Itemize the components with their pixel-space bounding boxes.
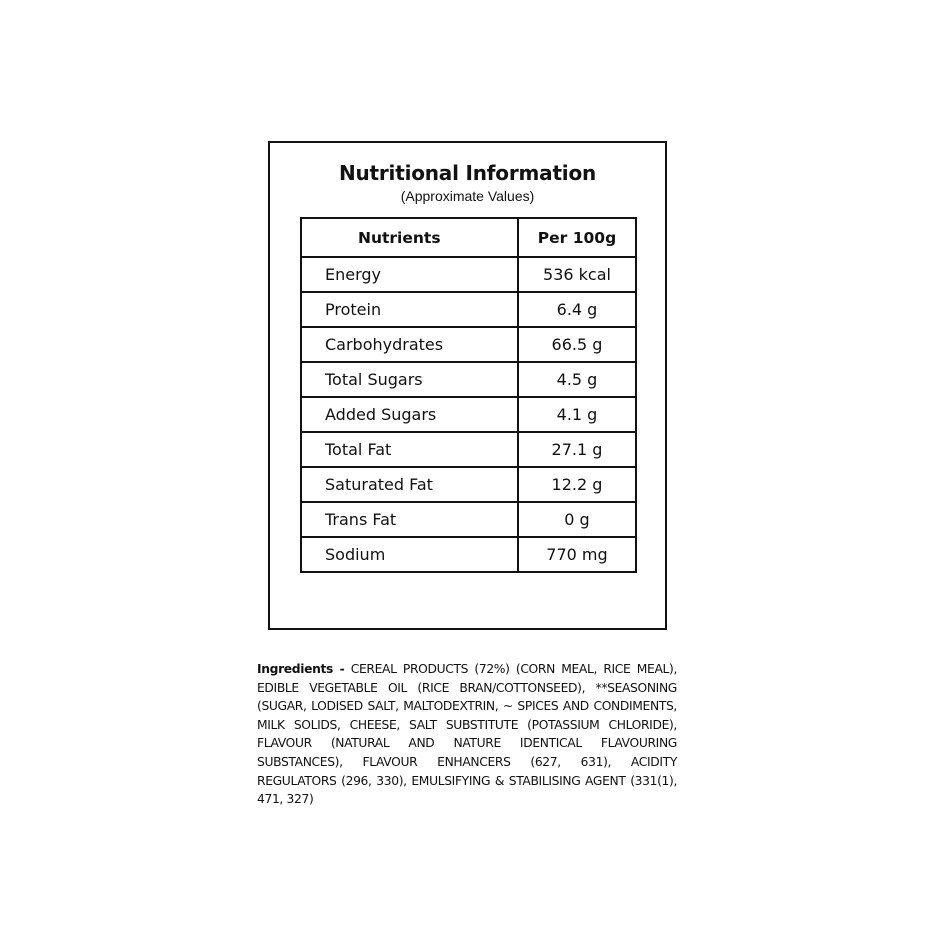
nutrient-value: 66.5 g — [518, 327, 636, 362]
table-header-row — [301, 218, 636, 257]
nutrient-name: Trans Fat — [301, 502, 518, 537]
table-row — [301, 467, 636, 502]
table-row — [301, 397, 636, 432]
table-row — [301, 327, 636, 362]
table-row — [301, 362, 636, 397]
panel-subtitle: (Approximate Values) — [400, 188, 535, 204]
nutrient-value: 0 g — [518, 502, 636, 537]
nutrient-value: 4.5 g — [518, 362, 636, 397]
table-row — [301, 432, 636, 467]
nutrient-value: 536 kcal — [518, 257, 636, 292]
nutrient-name: Energy — [301, 257, 518, 292]
nutrient-name: Protein — [301, 292, 518, 327]
nutrient-value: 6.4 g — [518, 292, 636, 327]
nutrient-name: Total Fat — [301, 432, 518, 467]
header-nutrients: Nutrients — [301, 218, 518, 257]
table-row — [301, 502, 636, 537]
table-row — [301, 292, 636, 327]
nutrient-name: Carbohydrates — [301, 327, 518, 362]
nutrient-name: Saturated Fat — [301, 467, 518, 502]
ingredients-label: Ingredients - — [257, 662, 345, 676]
nutrition-table — [300, 217, 637, 573]
table-row — [301, 537, 636, 572]
panel-title: Nutritional Information — [338, 161, 597, 185]
table-row — [301, 257, 636, 292]
nutrient-name: Added Sugars — [301, 397, 518, 432]
nutrient-value: 27.1 g — [518, 432, 636, 467]
nutrient-name: Total Sugars — [301, 362, 518, 397]
nutrient-value: 770 mg — [518, 537, 636, 572]
ingredients-list: CEREAL PRODUCTS (72%) (CORN MEAL, RICE MEAL), EDIBLE VEGETABLE OIL (RICE BRAN/COTTONSEED), **SEASONING (SUGAR, LODISED SALT, MALTODEXTRIN, ~ SPICES AND CONDIMENTS, MILK SOLIDS, CHEESE, SALT SUBSTITUTE (POTASSIUM CHLORIDE), FLAVOUR (NATURAL AND NATURE IDENTICAL FLAVOURING SUBSTANCES), FLAVOUR ENHANCERS (627, 631), ACIDITY REGULATORS (296, 330), EMULSIFYING & STABILISING AGENT (331(1), 471, 327) — [257, 662, 678, 807]
nutrient-name: Sodium — [301, 537, 518, 572]
nutrient-value: 12.2 g — [518, 467, 636, 502]
header-per-100g: Per 100g — [518, 218, 636, 257]
nutrition-panel — [268, 141, 667, 630]
ingredients-text — [257, 660, 677, 809]
nutrient-value: 4.1 g — [518, 397, 636, 432]
